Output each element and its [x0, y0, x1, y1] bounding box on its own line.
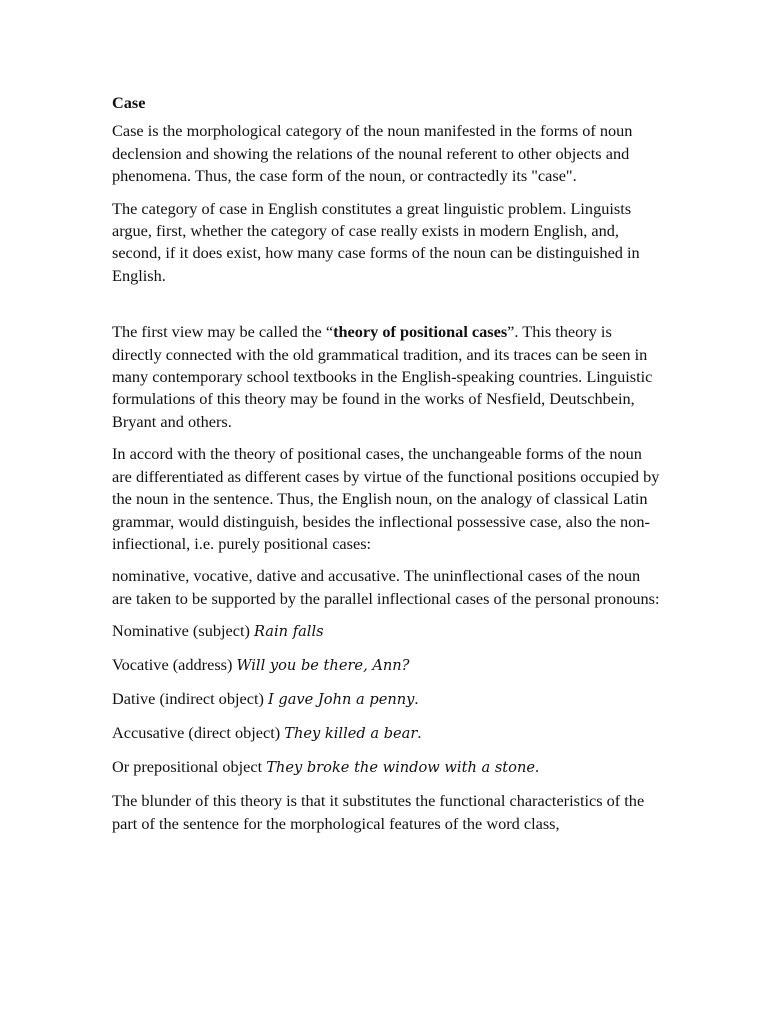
document-heading: Case — [112, 93, 146, 112]
paragraph-case-list: nominative, vocative, dative and accusative. The uninflectional cases of the noun are taken to be supported by the parallel inflectional cases of the personal pronouns: — [112, 566, 660, 608]
example-nominative — [112, 620, 660, 643]
example-prepositional — [112, 756, 660, 779]
paragraph-case-problem: The category of case in English constitutes a great linguistic problem. Linguists argue, first, whether the category of case really exists in modern English, and, second, if it does exist, how many case forms of the noun can be distinguished in English. — [112, 198, 640, 285]
example-end: . — [535, 757, 540, 777]
paragraph-text: ”. This theory is directly connected with the old grammatical tradition, and its traces can be seen in many contemporary school textbooks in the English-speaking countries. Linguistic formulations of this theory may be found in the works of Nesfield, Deutschbein, Bryant and others. — [112, 322, 653, 431]
example-end: . — [414, 689, 419, 709]
document-page — [112, 92, 660, 835]
example-end: . — [417, 723, 422, 743]
paragraph-positional-cases: In accord with the theory of positional cases, the unchangeable forms of the noun are differentiated as different cases by virtue of the functional positions occupied by the noun in the sentence. Thus, the English noun, on the analogy of classical Latin grammar, would distinguish, besides the inflectional possessive case, also the non-infiectional, i.e. purely positional cases: — [112, 444, 660, 553]
example-sentence: They broke the window with a stone — [266, 759, 535, 777]
case-label: Accusative (direct object) — [112, 723, 285, 743]
example-sentence: I gave John a penny — [267, 691, 415, 709]
example-sentence: Will you be there, Ann? — [236, 657, 410, 675]
case-label: Dative (indirect object) — [112, 689, 268, 709]
paragraph-text: The first view may be called the “ — [112, 322, 334, 342]
theory-term: theory of positional cases — [333, 322, 508, 342]
example-accusative — [112, 722, 660, 745]
case-label: Nominative (subject) — [112, 621, 254, 641]
paragraph-positional-theory — [112, 321, 660, 433]
paragraph-theory-criticism: The blunder of this theory is that it substitutes the functional characteristics of the part of the sentence for the morphological features of the word class, — [112, 791, 645, 833]
example-sentence: Rain falls — [253, 623, 324, 641]
case-label: Vocative (address) — [112, 655, 237, 675]
example-vocative — [112, 654, 660, 677]
paragraph-case-definition: Case is the morphological category of the noun manifested in the forms of noun declension and showing the relations of the nounal referent to other objects and phenomena. Thus, the case form of the noun, or contractedly its "case". — [112, 121, 633, 186]
example-sentence: They killed a bear — [284, 725, 418, 743]
example-dative — [112, 688, 660, 711]
case-label: Or prepositional object — [112, 757, 267, 777]
